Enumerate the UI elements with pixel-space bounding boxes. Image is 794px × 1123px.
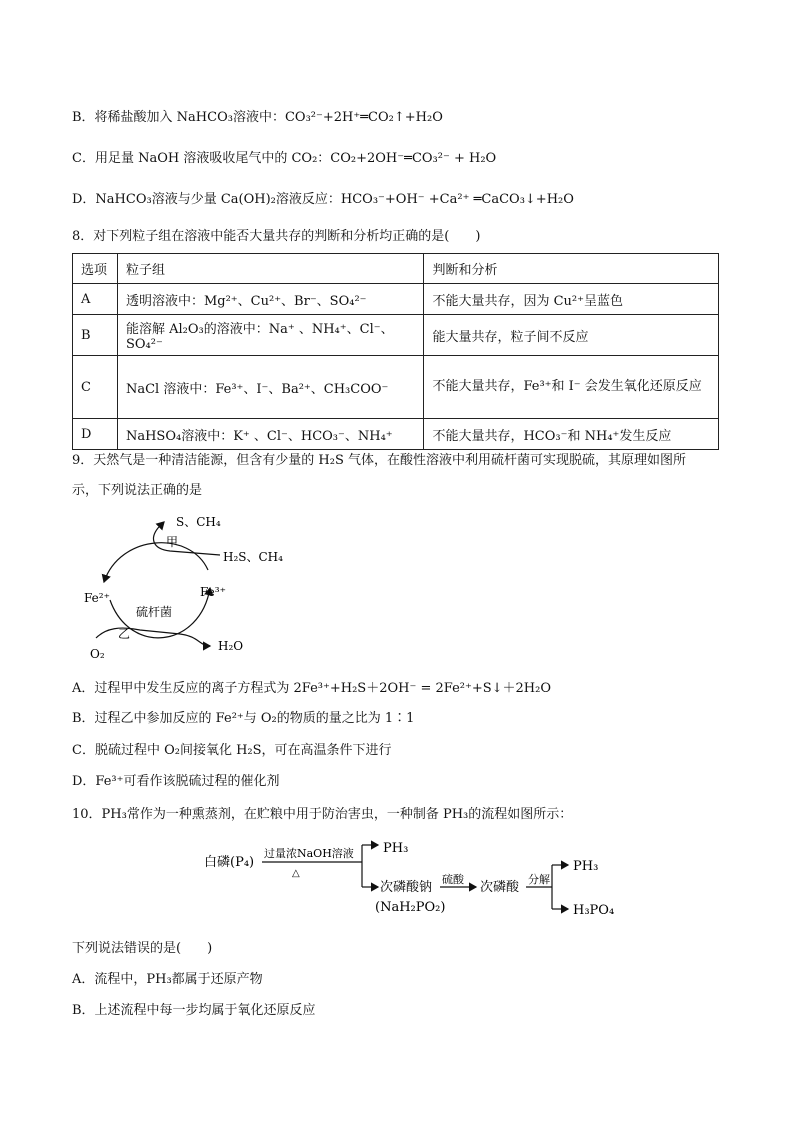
table-cell: NaCl 溶液中：Fe³⁺、I⁻、Ba²⁺、CH₃COO⁻ <box>117 356 424 419</box>
table-cell: C <box>73 356 118 419</box>
table-row <box>73 419 719 450</box>
table-header-cell: 粒子组 <box>117 254 424 284</box>
table-row <box>73 315 719 356</box>
table-cell: 不能大量共存，HCO₃⁻和 NH₄⁺发生反应 <box>424 419 719 450</box>
label-fe3: Fe³⁺ <box>200 585 226 599</box>
label-hypophosphorous-acid: 次磷酸 <box>480 880 520 895</box>
table-row <box>73 284 719 315</box>
table-header-row <box>73 254 719 284</box>
q8-stem: 8．对下列粒子组在溶液中能否大量共存的判断和分析均正确的是( ) <box>72 229 481 244</box>
q9-desulfurization-cycle-diagram <box>80 508 310 664</box>
label-decompose: 分解 <box>528 873 550 886</box>
table-row <box>73 356 719 419</box>
label-s-ch4: S、CH₄ <box>176 515 221 529</box>
table-cell: 不能大量共存，因为 Cu²⁺呈蓝色 <box>424 284 719 315</box>
table-header-cell: 选项 <box>73 254 118 284</box>
label-jia: 甲 <box>166 535 179 549</box>
q7-option-d: D．NaHCO₃溶液与少量 Ca(OH)₂溶液反应：HCO₃⁻+OH⁻ +Ca²⁺ ═CaCO₃↓+H₂O <box>72 192 574 207</box>
q9-option-b: B．过程乙中参加反应的 Fe²⁺与 O₂的物质的量之比为 1∶1 <box>72 711 415 726</box>
q10-option-b: B．上述流程中每一步均属于氧化还原反应 <box>72 1003 316 1018</box>
table-cell: 能大量共存，粒子间不反应 <box>424 315 719 356</box>
label-naoh-reagent: 过量浓NaOH溶液 <box>264 847 354 860</box>
q8-table <box>72 253 719 450</box>
upper-cycle-arrow <box>104 543 208 582</box>
label-ph3-right: PH₃ <box>573 859 599 874</box>
label-o2: O₂ <box>90 647 105 661</box>
table-cell: B <box>73 315 118 356</box>
q7-option-b: B．将稀盐酸加入 NaHCO₃溶液中：CO₃²⁻+2H⁺═CO₂↑+H₂O <box>72 110 443 125</box>
q7-option-c: C．用足量 NaOH 溶液吸收尾气中的 CO₂：CO₂+2OH⁻═CO₃²⁻ + H₂O <box>72 151 497 166</box>
table-cell: A <box>73 284 118 315</box>
q10-option-a: A．流程中，PH₃都属于还原产物 <box>72 972 263 987</box>
table-cell: NaHSO₄溶液中：K⁺ 、Cl⁻、HCO₃⁻、NH₄⁺ <box>117 419 424 450</box>
table-cell: D <box>73 419 118 450</box>
label-nah2po2: (NaH₂PO₂) <box>375 900 446 915</box>
table-cell: 能溶解 Al₂O₃的溶液中：Na⁺ 、NH₄⁺、Cl⁻、SO₄²⁻ <box>117 315 424 356</box>
q9-stem-line2: 示，下列说法正确的是 <box>72 483 203 498</box>
q9-stem-line1: 9．天然气是一种清洁能源，但含有少量的 H₂S 气体，在酸性溶液中利用硫杆菌可实现脱硫，其原理如图所 <box>72 453 686 468</box>
label-h2o: H₂O <box>218 639 244 653</box>
label-h3po4: H₃PO₄ <box>573 903 615 918</box>
table-cell: 透明溶液中：Mg²⁺、Cu²⁺、Br⁻、SO₄²⁻ <box>117 284 424 315</box>
q9-option-a: A．过程甲中发生反应的离子方程式为 2Fe³⁺+H₂S＋2OH⁻ = 2Fe²⁺+S↓＋2H₂O <box>72 681 552 696</box>
label-white-phosphorus: 白磷(P₄) <box>204 855 255 870</box>
q9-option-c: C．脱硫过程中 O₂间接氧化 H₂S，可在高温条件下进行 <box>72 743 392 758</box>
label-sulfuric-acid: 硫酸 <box>442 873 464 886</box>
q10-stem: 10．PH₃常作为一种熏蒸剂，在贮粮中用于防治害虫，一种制备 PH₃的流程如图所示： <box>72 807 573 822</box>
table-cell: 不能大量共存，Fe³⁺和 I⁻ 会发生氧化还原反应 <box>424 356 719 419</box>
label-bacteria: 硫杆菌 <box>136 605 173 619</box>
label-sodium-hypophosphite: 次磷酸钠 <box>380 880 433 895</box>
label-h2s-ch4: H₂S、CH₄ <box>223 550 283 564</box>
table-header-cell: 判断和分析 <box>424 254 719 284</box>
label-fe2: Fe²⁺ <box>84 591 110 605</box>
label-ph3-top: PH₃ <box>383 841 409 856</box>
q9-option-d: D．Fe³⁺可看作该脱硫过程的催化剂 <box>72 774 280 789</box>
q10-ph3-process-flow-diagram <box>200 835 630 925</box>
label-yi: 乙 <box>118 627 131 641</box>
q10-sub-stem: 下列说法错误的是( ) <box>72 941 213 956</box>
heat-symbol: △ <box>292 868 300 879</box>
